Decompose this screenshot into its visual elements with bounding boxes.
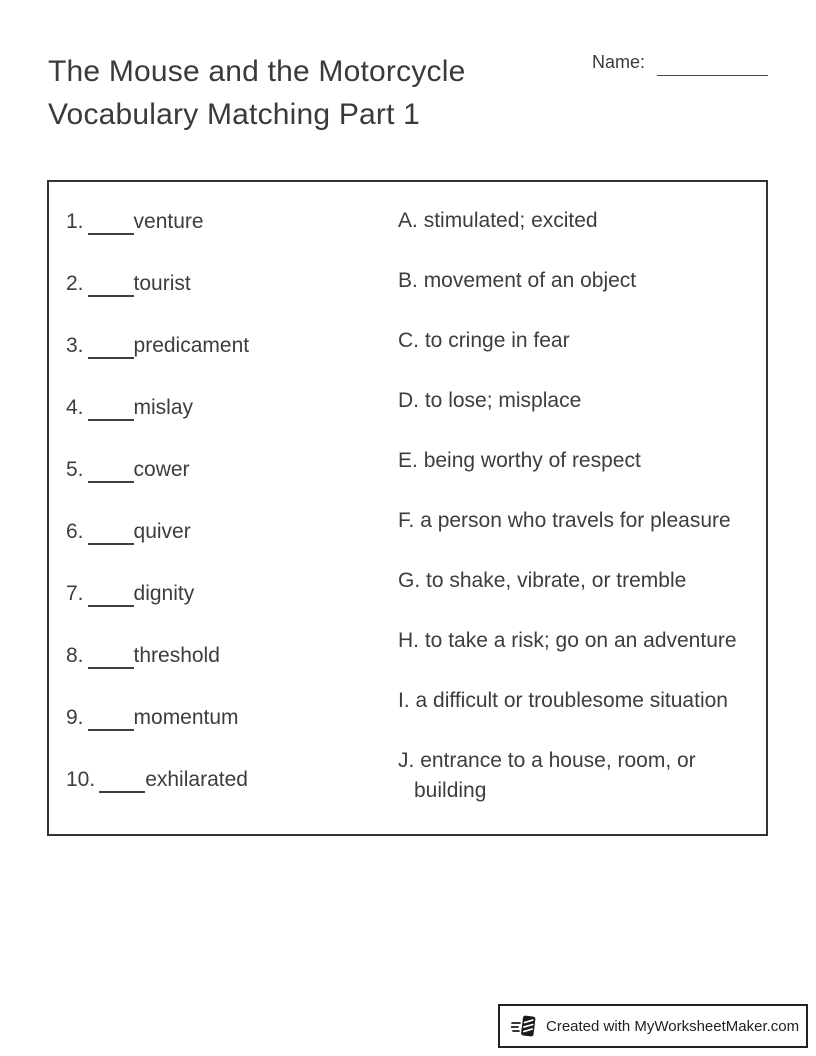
term-word: mislay	[133, 396, 194, 419]
term-number: 4.	[66, 396, 84, 419]
definition-row	[398, 506, 750, 566]
term-word: venture	[133, 210, 204, 233]
definition-text: being worthy of respect	[423, 449, 641, 472]
definition-text: to shake, vibrate, or tremble	[426, 569, 687, 592]
definition-text: entrance to a house, room, or building	[414, 749, 696, 802]
term-number: 10.	[66, 768, 96, 791]
term-number: 6.	[66, 520, 84, 543]
term-number: 7.	[66, 582, 84, 605]
answer-blank-line	[88, 463, 134, 483]
definition-letter: I.	[398, 689, 410, 712]
definition-row	[398, 206, 750, 266]
page-title: The Mouse and the Motorcycle Vocabulary Matching Part 1	[48, 55, 466, 131]
definition-letter: E.	[398, 449, 418, 472]
definition-text: a person who travels for pleasure	[420, 509, 731, 532]
definition-row	[398, 686, 750, 746]
definition-row	[398, 746, 750, 806]
term-number: 5.	[66, 458, 84, 481]
term-row	[66, 766, 386, 828]
name-label: Name:	[592, 52, 646, 72]
term-number: 1.	[66, 210, 84, 233]
term-row	[66, 642, 386, 704]
term-row	[66, 456, 386, 518]
flying-worksheet-page-icon	[511, 1013, 538, 1040]
matching-box	[47, 180, 768, 836]
term-row	[66, 208, 386, 270]
term-row	[66, 704, 386, 766]
answer-blank-line	[88, 587, 134, 607]
term-number: 8.	[66, 644, 84, 667]
definition-row	[398, 326, 750, 386]
term-row	[66, 394, 386, 456]
term-row	[66, 580, 386, 642]
definition-text: movement of an object	[423, 269, 637, 292]
term-word: threshold	[133, 644, 220, 667]
definition-row	[398, 446, 750, 506]
answer-blank-line	[88, 339, 134, 359]
term-row	[66, 332, 386, 394]
term-word: momentum	[133, 706, 239, 729]
definition-text: stimulated; excited	[423, 209, 598, 232]
answer-blank-line	[88, 711, 134, 731]
term-word: predicament	[133, 334, 250, 357]
definition-text: to cringe in fear	[424, 329, 570, 352]
answer-blank-line	[88, 401, 134, 421]
term-word: quiver	[133, 520, 191, 543]
definition-text: a difficult or troublesome situation	[415, 689, 728, 712]
term-word: tourist	[133, 272, 191, 295]
definition-letter: C.	[398, 329, 419, 352]
answer-blank-line	[99, 773, 145, 793]
definition-letter: D.	[398, 389, 419, 412]
term-number: 2.	[66, 272, 84, 295]
term-number: 3.	[66, 334, 84, 357]
term-row	[66, 518, 386, 580]
definition-letter: A.	[398, 209, 418, 232]
definition-row	[398, 386, 750, 446]
answer-blank-line	[88, 649, 134, 669]
definition-letter: J.	[398, 749, 415, 772]
definition-letter: B.	[398, 269, 418, 292]
terms-column	[66, 208, 386, 828]
term-number: 9.	[66, 706, 84, 729]
worksheet-maker-credit-badge[interactable]	[498, 1004, 808, 1048]
definition-row	[398, 266, 750, 326]
definition-letter: G.	[398, 569, 421, 592]
definitions-column	[398, 206, 750, 806]
definition-letter: F.	[398, 509, 415, 532]
definition-letter: H.	[398, 629, 419, 652]
definition-text: to lose; misplace	[424, 389, 582, 412]
term-word: cower	[133, 458, 190, 481]
term-row	[66, 270, 386, 332]
answer-blank-line	[88, 277, 134, 297]
term-word: exhilarated	[145, 768, 248, 791]
definition-row	[398, 626, 750, 686]
credit-text: Created with MyWorksheetMaker.com	[546, 1017, 800, 1035]
answer-blank-line	[88, 525, 134, 545]
definition-row	[398, 566, 750, 626]
name-blank-line	[657, 60, 768, 76]
definition-text: to take a risk; go on an adventure	[424, 629, 737, 652]
answer-blank-line	[88, 215, 134, 235]
term-word: dignity	[133, 582, 195, 605]
